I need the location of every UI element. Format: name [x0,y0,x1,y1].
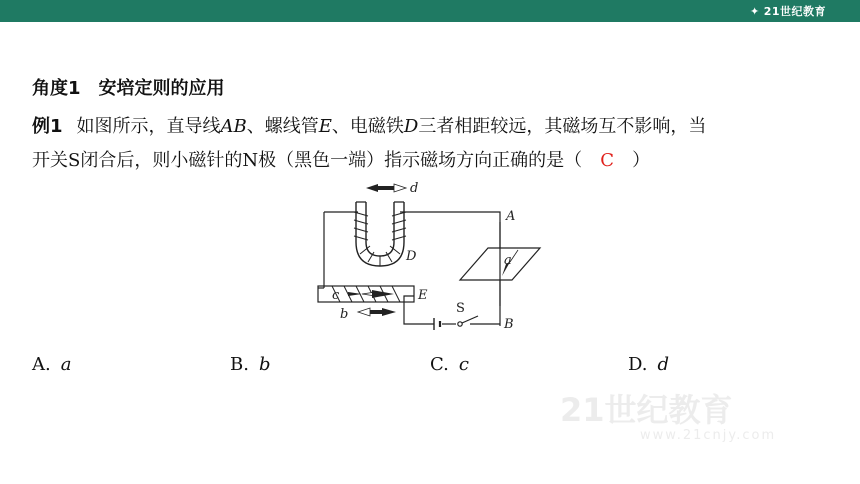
watermark-url: www.21cnjy.com [640,428,777,443]
question-segment-1: AB [220,116,247,137]
option-c: C. c [430,354,469,375]
label-B: B [504,317,514,332]
answer-value: C [600,150,614,171]
label-S: S [456,301,465,316]
question-segment-3: E [318,116,332,137]
question-segment-0: 如图所示，直导线 [76,116,221,137]
question-label: 例1 [32,116,63,137]
option-a: A. a [32,354,72,375]
question-line-1 [32,112,706,138]
arrow-b-left [358,308,370,316]
brand-logo: ✦ 21世纪教育 [749,5,826,18]
option-d: D. d [628,354,670,375]
heading-title: 安培定则的应用 [98,78,225,99]
electromagnet-inner [366,202,394,256]
label-E: E [418,288,428,303]
label-c: c [332,288,340,303]
label-A: A [506,209,516,224]
wire-right [400,212,500,326]
question-segment-4: 、电磁铁 [331,116,404,137]
header-bar [0,0,860,22]
arrow-d-left [366,184,378,192]
circuit-figure [310,176,550,340]
question-text-2: 开关S闭合后，则小磁针的N极（黑色一端）指示磁场方向正确的是（ [32,150,583,171]
question-line-2 [32,146,650,172]
question-text-1 [77,116,707,137]
question-segment-2: 、螺线管 [246,116,319,137]
watermark-logo: 21世纪教育 [560,391,733,429]
section-heading [32,74,225,100]
switch-lever [462,316,478,323]
runner-logo-icon: ✦ [749,5,760,18]
circuit-diagram [310,176,550,336]
question-text-2-end: ） [632,150,651,171]
question-segment-6: 三者相距较远，其磁场互不影响，当 [418,116,707,137]
needle-c-dark [348,292,362,296]
question-segment-5: D [403,116,419,137]
label-D: D [406,249,417,264]
label-d: d [410,181,419,196]
label-a: a [504,253,512,268]
option-b: B. b [230,354,271,375]
arrow-b-right [382,308,396,316]
switch-contact [458,322,462,326]
label-b: b [340,307,349,322]
heading-number: 角度1 [32,78,81,99]
arrow-d-right [394,184,406,192]
